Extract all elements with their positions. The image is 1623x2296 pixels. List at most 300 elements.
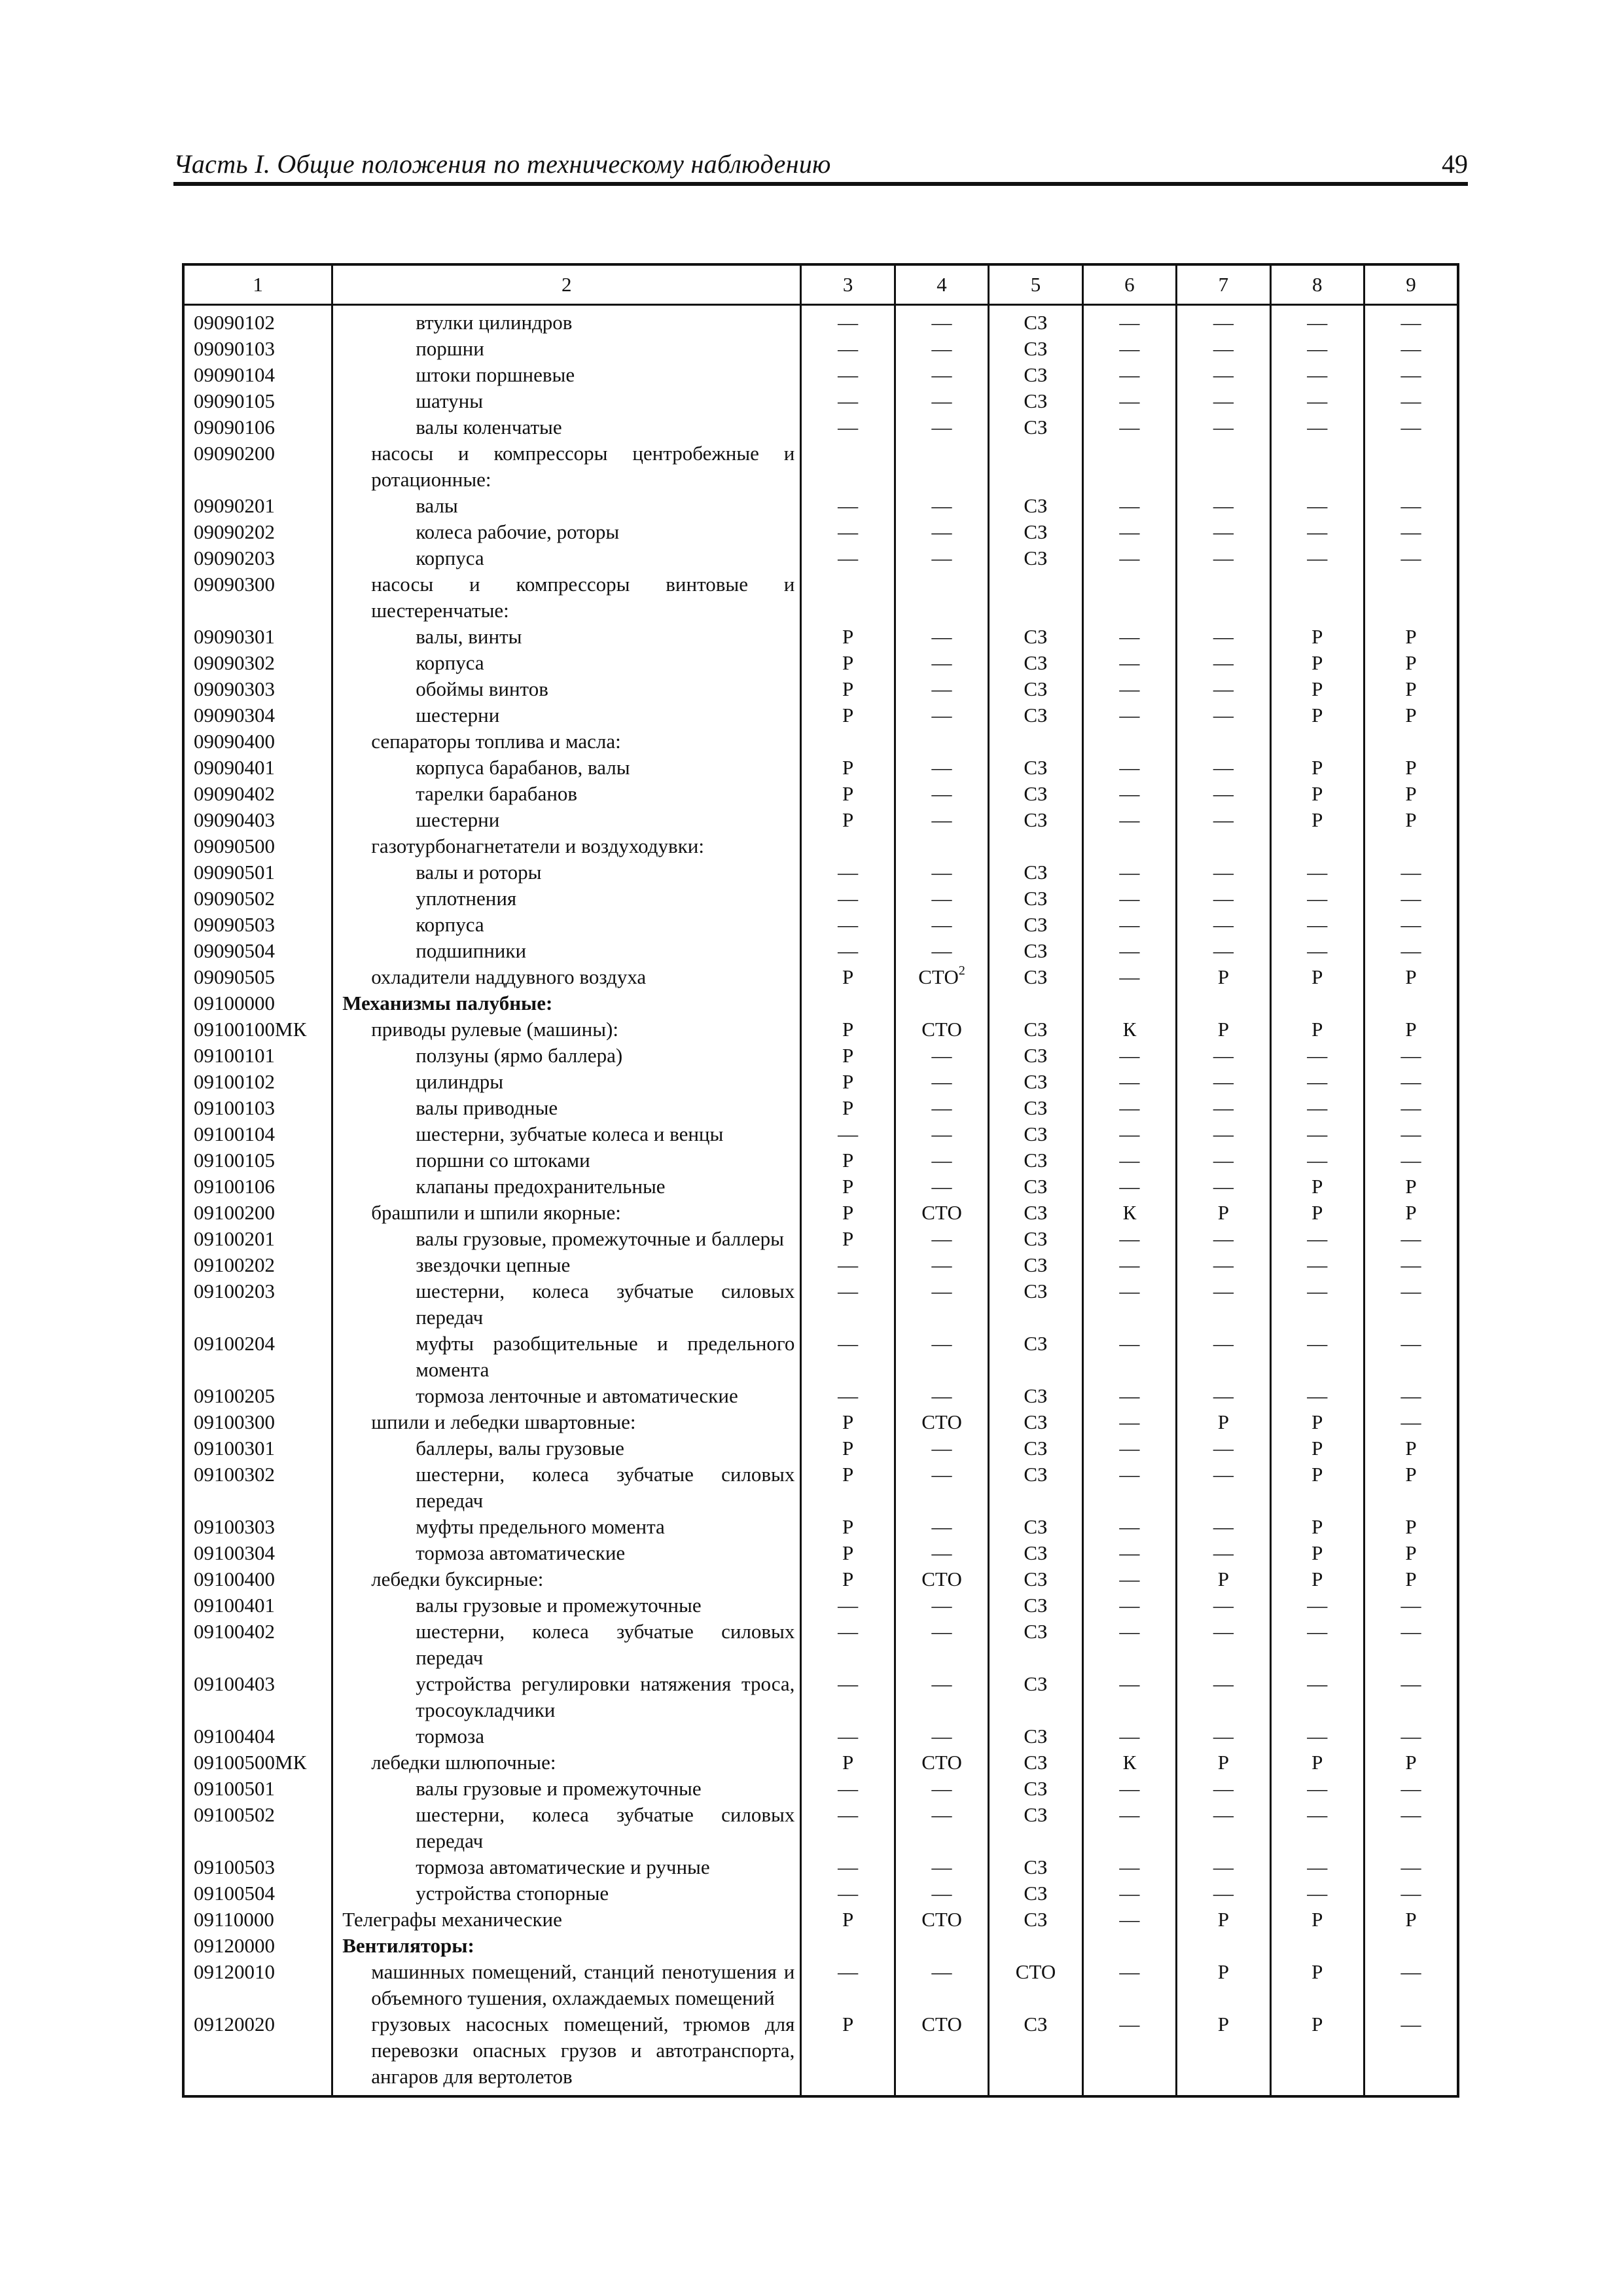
row-name: шестерни, колеса зубчатые силовых передач <box>332 1619 801 1671</box>
row-value-col9: — <box>1364 1043 1458 1069</box>
row-value-col3: — <box>801 1619 895 1671</box>
row-value-col9: — <box>1364 1802 1458 1854</box>
row-value-col6: — <box>1082 650 1176 676</box>
row-value-col9: Р <box>1364 781 1458 807</box>
row-value-col9: — <box>1364 1776 1458 1802</box>
row-value-col3: Р <box>801 1174 895 1200</box>
row-code: 09090505 <box>183 964 332 990</box>
row-value-col7: — <box>1177 1147 1270 1174</box>
row-value-col5: СЗ <box>989 305 1082 336</box>
row-value-col5: СЗ <box>989 1043 1082 1069</box>
row-value-col5: СТО <box>989 1959 1082 2011</box>
row-value-col5: СЗ <box>989 1776 1082 1802</box>
row-code: 09100102 <box>183 1069 332 1095</box>
row-value-col4: — <box>895 1435 988 1462</box>
row-value-col5 <box>989 1933 1082 1959</box>
row-name: Вентиляторы: <box>332 1933 801 1959</box>
table-row <box>183 1749 1458 1776</box>
table-row <box>183 493 1458 519</box>
table-row <box>183 1174 1458 1200</box>
row-value-col6: — <box>1082 1776 1176 1802</box>
row-name: валы коленчатые <box>332 414 801 440</box>
row-value-col8: — <box>1270 938 1364 964</box>
row-value-col5: СЗ <box>989 1592 1082 1619</box>
row-value-col7: — <box>1177 1619 1270 1671</box>
row-value-col7: — <box>1177 1854 1270 1880</box>
row-value-col6 <box>1082 833 1176 859</box>
row-value-col4 <box>895 990 988 1016</box>
row-value-col6: — <box>1082 1592 1176 1619</box>
table-row <box>183 1619 1458 1671</box>
row-value-col8: Р <box>1270 1566 1364 1592</box>
table-row <box>183 624 1458 650</box>
row-value-col9: Р <box>1364 964 1458 990</box>
row-value-col9: — <box>1364 1278 1458 1331</box>
row-code: 09100201 <box>183 1226 332 1252</box>
row-name: штоки поршневые <box>332 362 801 388</box>
row-value-col3 <box>801 440 895 493</box>
row-value-col5: СЗ <box>989 1880 1082 1907</box>
row-name: шестерни <box>332 702 801 728</box>
row-name: шестерни, колеса зубчатые силовых передач <box>332 1278 801 1331</box>
row-value-col8: Р <box>1270 755 1364 781</box>
row-value-col5: СЗ <box>989 2011 1082 2096</box>
row-code: 09100301 <box>183 1435 332 1462</box>
row-value-col8: — <box>1270 1671 1364 1723</box>
row-value-col6: — <box>1082 1540 1176 1566</box>
row-value-col7: — <box>1177 859 1270 886</box>
row-value-col7: — <box>1177 1462 1270 1514</box>
row-value-col9: — <box>1364 545 1458 571</box>
row-value-col8: — <box>1270 388 1364 414</box>
footnote-mark: 2 <box>958 963 965 978</box>
row-value-col5: СЗ <box>989 1749 1082 1776</box>
row-value-col4: СТО <box>895 2011 988 2096</box>
row-value-col9: — <box>1364 1592 1458 1619</box>
row-value-col3: — <box>801 545 895 571</box>
table-row <box>183 1723 1458 1749</box>
row-name: шпили и лебедки швартовные: <box>332 1409 801 1435</box>
row-name: шестерни <box>332 807 801 833</box>
row-value-col5: СЗ <box>989 676 1082 702</box>
row-value-col5: СЗ <box>989 1121 1082 1147</box>
row-code: 09090102 <box>183 305 332 336</box>
row-value-col6: — <box>1082 519 1176 545</box>
row-value-col4: — <box>895 1462 988 1514</box>
row-code: 09090105 <box>183 388 332 414</box>
row-value-col4: — <box>895 493 988 519</box>
row-value-col9: — <box>1364 859 1458 886</box>
row-value-col3: Р <box>801 1749 895 1776</box>
row-value-col5: СЗ <box>989 886 1082 912</box>
row-value-col3: Р <box>801 624 895 650</box>
row-name: тормоза ленточные и автоматические <box>332 1383 801 1409</box>
row-code: 09100304 <box>183 1540 332 1566</box>
row-value-col4: — <box>895 807 988 833</box>
table-row <box>183 414 1458 440</box>
row-value-col8 <box>1270 990 1364 1016</box>
row-name: муфты разобщительные и предельного момента <box>332 1331 801 1383</box>
row-value-col4 <box>895 964 988 990</box>
row-code: 09100200 <box>183 1200 332 1226</box>
row-value-col5: СЗ <box>989 519 1082 545</box>
row-value-col8: Р <box>1270 1435 1364 1462</box>
row-value-col8: — <box>1270 1121 1364 1147</box>
row-name: клапаны предохранительные <box>332 1174 801 1200</box>
row-value-col6: — <box>1082 1435 1176 1462</box>
table-row <box>183 912 1458 938</box>
row-value-col4: — <box>895 1174 988 1200</box>
row-value-col5: СЗ <box>989 624 1082 650</box>
row-value-col7: — <box>1177 414 1270 440</box>
row-value-col9: Р <box>1364 1907 1458 1933</box>
row-value-col3: Р <box>801 964 895 990</box>
column-header-9: 9 <box>1364 264 1458 305</box>
row-value-col3: — <box>801 1383 895 1409</box>
row-value-col3: Р <box>801 1016 895 1043</box>
row-code: 09090106 <box>183 414 332 440</box>
row-value-col5 <box>989 571 1082 624</box>
row-name: Телеграфы механические <box>332 1907 801 1933</box>
row-code: 09100106 <box>183 1174 332 1200</box>
row-value-col6: — <box>1082 1462 1176 1514</box>
value-text: СТО <box>918 965 959 988</box>
row-value-col4: — <box>895 702 988 728</box>
column-header-5: 5 <box>989 264 1082 305</box>
row-value-col5: СЗ <box>989 1016 1082 1043</box>
column-header-7: 7 <box>1177 264 1270 305</box>
row-value-col8: — <box>1270 1069 1364 1095</box>
row-value-col4: — <box>895 650 988 676</box>
row-value-col7: — <box>1177 388 1270 414</box>
table-row <box>183 886 1458 912</box>
row-value-col8: — <box>1270 545 1364 571</box>
row-value-col9: Р <box>1364 1566 1458 1592</box>
row-value-col3: Р <box>801 676 895 702</box>
row-value-col5: СЗ <box>989 1278 1082 1331</box>
row-value-col5: СЗ <box>989 545 1082 571</box>
row-value-col9: Р <box>1364 1540 1458 1566</box>
row-value-col7: — <box>1177 1252 1270 1278</box>
row-value-col7: — <box>1177 545 1270 571</box>
row-value-col5: СЗ <box>989 1252 1082 1278</box>
row-value-col9: — <box>1364 912 1458 938</box>
row-value-col4: — <box>895 781 988 807</box>
row-value-col5: СЗ <box>989 336 1082 362</box>
row-value-col6: — <box>1082 755 1176 781</box>
row-name: газотурбонагнетатели и воздуходувки: <box>332 833 801 859</box>
row-value-col3 <box>801 833 895 859</box>
row-value-col3: — <box>801 336 895 362</box>
row-value-col8: — <box>1270 1854 1364 1880</box>
row-value-col3 <box>801 1933 895 1959</box>
row-code: 09090504 <box>183 938 332 964</box>
table-row <box>183 781 1458 807</box>
table-row <box>183 1907 1458 1933</box>
row-value-col7 <box>1177 440 1270 493</box>
row-value-col4: — <box>895 336 988 362</box>
row-value-col9: — <box>1364 938 1458 964</box>
row-name: валы грузовые и промежуточные <box>332 1776 801 1802</box>
row-value-col5: СЗ <box>989 493 1082 519</box>
row-value-col6: — <box>1082 545 1176 571</box>
row-value-col9: Р <box>1364 1462 1458 1514</box>
row-code: 09100404 <box>183 1723 332 1749</box>
row-value-col6: — <box>1082 493 1176 519</box>
row-code: 09100100МК <box>183 1016 332 1043</box>
row-name: уплотнения <box>332 886 801 912</box>
row-value-col7: — <box>1177 938 1270 964</box>
row-code: 09120020 <box>183 2011 332 2096</box>
row-value-col4: — <box>895 1147 988 1174</box>
row-name: валы <box>332 493 801 519</box>
row-value-col9: Р <box>1364 807 1458 833</box>
table-row <box>183 728 1458 755</box>
row-value-col5: СЗ <box>989 362 1082 388</box>
row-code: 09100503 <box>183 1854 332 1880</box>
row-value-col8: — <box>1270 1147 1364 1174</box>
row-value-col9: — <box>1364 1121 1458 1147</box>
table-row <box>183 1095 1458 1121</box>
row-value-col8: — <box>1270 1619 1364 1671</box>
row-value-col5 <box>989 833 1082 859</box>
row-value-col4: — <box>895 1619 988 1671</box>
row-value-col4: — <box>895 886 988 912</box>
row-value-col5: СЗ <box>989 702 1082 728</box>
page-number: 49 <box>1442 149 1468 179</box>
row-name: тарелки барабанов <box>332 781 801 807</box>
row-value-col6: — <box>1082 1619 1176 1671</box>
row-value-col3: Р <box>801 807 895 833</box>
row-name: ползуны (ярмо баллера) <box>332 1043 801 1069</box>
row-value-col6: — <box>1082 938 1176 964</box>
table-row <box>183 1933 1458 1959</box>
row-name: грузовых насосных помещений, трюмов для перевозки опасных грузов и автотранспорта, ангаров для вертолетов <box>332 2011 801 2096</box>
row-code: 09100303 <box>183 1514 332 1540</box>
row-value-col5: СЗ <box>989 859 1082 886</box>
row-code: 09090302 <box>183 650 332 676</box>
table-row <box>183 1409 1458 1435</box>
row-value-col9: — <box>1364 1331 1458 1383</box>
row-name: корпуса <box>332 650 801 676</box>
table-row <box>183 1854 1458 1880</box>
row-value-col8: — <box>1270 1592 1364 1619</box>
row-value-col3: Р <box>801 1514 895 1540</box>
row-name: устройства регулировки натяжения троса, тросоукладчики <box>332 1671 801 1723</box>
row-value-col3: Р <box>801 1409 895 1435</box>
table-row <box>183 990 1458 1016</box>
row-value-col7: — <box>1177 1435 1270 1462</box>
row-value-col6: — <box>1082 336 1176 362</box>
row-value-col3: Р <box>801 650 895 676</box>
row-value-col3: — <box>801 1331 895 1383</box>
row-code: 09090503 <box>183 912 332 938</box>
row-code: 09100502 <box>183 1802 332 1854</box>
row-value-col4: СТО <box>895 1016 988 1043</box>
row-value-col3: Р <box>801 1566 895 1592</box>
row-value-col8: — <box>1270 519 1364 545</box>
row-value-col9: — <box>1364 1671 1458 1723</box>
row-value-col4: — <box>895 1776 988 1802</box>
row-name: корпуса <box>332 545 801 571</box>
row-code: 09100302 <box>183 1462 332 1514</box>
table-row <box>183 1592 1458 1619</box>
row-value-col9: — <box>1364 886 1458 912</box>
row-value-col8 <box>1270 1933 1364 1959</box>
row-value-col8: — <box>1270 1043 1364 1069</box>
row-name: машинных помещений, станций пенотушения и объемного тушения, охлаждаемых помещений <box>332 1959 801 2011</box>
table-row <box>183 676 1458 702</box>
row-value-col5: СЗ <box>989 781 1082 807</box>
row-value-col4 <box>895 833 988 859</box>
row-value-col3: — <box>801 1278 895 1331</box>
table-row <box>183 2011 1458 2096</box>
row-value-col7: — <box>1177 1069 1270 1095</box>
row-name: тормоза <box>332 1723 801 1749</box>
row-value-col6: — <box>1082 1671 1176 1723</box>
row-value-col9: Р <box>1364 755 1458 781</box>
row-value-col7 <box>1177 571 1270 624</box>
row-value-col7: — <box>1177 702 1270 728</box>
row-value-col8 <box>1270 728 1364 755</box>
row-value-col5: СЗ <box>989 1435 1082 1462</box>
row-value-col7: Р <box>1177 1907 1270 1933</box>
row-value-col5: СЗ <box>989 650 1082 676</box>
row-name: шестерни, колеса зубчатые силовых передач <box>332 1802 801 1854</box>
row-value-col7: — <box>1177 624 1270 650</box>
row-value-col7: — <box>1177 1592 1270 1619</box>
row-value-col4: — <box>895 1069 988 1095</box>
row-value-col7: — <box>1177 362 1270 388</box>
row-name: валы приводные <box>332 1095 801 1121</box>
row-value-col7 <box>1177 1933 1270 1959</box>
row-value-col8: Р <box>1270 1907 1364 1933</box>
row-value-col9: Р <box>1364 1749 1458 1776</box>
row-value-col7: — <box>1177 755 1270 781</box>
row-value-col6: — <box>1082 1147 1176 1174</box>
row-value-col7: — <box>1177 519 1270 545</box>
table-row <box>183 1278 1458 1331</box>
row-value-col8: — <box>1270 414 1364 440</box>
row-value-col5: СЗ <box>989 1409 1082 1435</box>
row-code: 09090202 <box>183 519 332 545</box>
row-value-col4: СТО <box>895 1749 988 1776</box>
row-value-col3: Р <box>801 1200 895 1226</box>
row-code: 09100501 <box>183 1776 332 1802</box>
row-value-col6: — <box>1082 624 1176 650</box>
row-value-col4: — <box>895 414 988 440</box>
row-code: 09100203 <box>183 1278 332 1331</box>
row-value-col8: Р <box>1270 1514 1364 1540</box>
row-code: 09090104 <box>183 362 332 388</box>
row-value-col6: — <box>1082 362 1176 388</box>
table-row <box>183 388 1458 414</box>
row-value-col9: Р <box>1364 650 1458 676</box>
row-value-col8 <box>1270 571 1364 624</box>
row-value-col6: — <box>1082 1907 1176 1933</box>
row-value-col3: — <box>801 1802 895 1854</box>
row-value-col5: СЗ <box>989 1671 1082 1723</box>
row-name: устройства стопорные <box>332 1880 801 1907</box>
row-value-col4: — <box>895 1854 988 1880</box>
row-value-col9: — <box>1364 414 1458 440</box>
row-code: 09090200 <box>183 440 332 493</box>
row-value-col8: — <box>1270 362 1364 388</box>
table-row <box>183 440 1458 493</box>
row-value-col9: — <box>1364 1383 1458 1409</box>
row-value-col4 <box>895 728 988 755</box>
row-value-col4: — <box>895 1331 988 1383</box>
row-value-col7: — <box>1177 1331 1270 1383</box>
row-value-col4: — <box>895 1252 988 1278</box>
row-name: втулки цилиндров <box>332 305 801 336</box>
table-row <box>183 938 1458 964</box>
row-value-col3: — <box>801 1959 895 2011</box>
row-value-col7: — <box>1177 1121 1270 1147</box>
row-value-col8: Р <box>1270 2011 1364 2096</box>
row-value-col7: Р <box>1177 1566 1270 1592</box>
table-row <box>183 571 1458 624</box>
row-value-col8: — <box>1270 1226 1364 1252</box>
row-code: 09100403 <box>183 1671 332 1723</box>
row-code: 09100101 <box>183 1043 332 1069</box>
row-value-col3: Р <box>801 1907 895 1933</box>
row-value-col3: — <box>801 912 895 938</box>
row-value-col8: Р <box>1270 1174 1364 1200</box>
table-row <box>183 1462 1458 1514</box>
row-value-col5: СЗ <box>989 1619 1082 1671</box>
row-value-col4: — <box>895 1802 988 1854</box>
row-value-col3: — <box>801 1776 895 1802</box>
row-value-col5: СЗ <box>989 912 1082 938</box>
row-value-col6: — <box>1082 1069 1176 1095</box>
column-header-1: 1 <box>183 264 332 305</box>
table-row <box>183 1540 1458 1566</box>
row-name: валы и роторы <box>332 859 801 886</box>
row-value-col8: Р <box>1270 702 1364 728</box>
row-value-col4: — <box>895 1226 988 1252</box>
row-name: шестерни, колеса зубчатые силовых передач <box>332 1462 801 1514</box>
row-value-col5: СЗ <box>989 755 1082 781</box>
row-value-col9: Р <box>1364 1016 1458 1043</box>
table-row <box>183 650 1458 676</box>
row-value-col7: Р <box>1177 1409 1270 1435</box>
row-value-col5: СЗ <box>989 1854 1082 1880</box>
row-value-col7: — <box>1177 912 1270 938</box>
row-value-col6: — <box>1082 1514 1176 1540</box>
row-value-col7: — <box>1177 676 1270 702</box>
row-value-col5: СЗ <box>989 1174 1082 1200</box>
row-name: тормоза автоматические <box>332 1540 801 1566</box>
row-value-col6: — <box>1082 1252 1176 1278</box>
row-value-col6: — <box>1082 1566 1176 1592</box>
row-value-col8: Р <box>1270 1462 1364 1514</box>
row-value-col9: — <box>1364 1147 1458 1174</box>
row-value-col8: — <box>1270 859 1364 886</box>
running-title: Часть I. Общие положения по техническому наблюдению <box>173 149 831 179</box>
row-value-col4 <box>895 1933 988 1959</box>
row-value-col3: Р <box>801 1540 895 1566</box>
row-name: лебедки шлюпочные: <box>332 1749 801 1776</box>
row-value-col8 <box>1270 833 1364 859</box>
row-value-col5: СЗ <box>989 1462 1082 1514</box>
row-value-col4: — <box>895 545 988 571</box>
row-value-col6: — <box>1082 1802 1176 1854</box>
table-row <box>183 336 1458 362</box>
row-value-col6 <box>1082 1933 1176 1959</box>
row-code: 09090402 <box>183 781 332 807</box>
row-value-col6 <box>1082 440 1176 493</box>
